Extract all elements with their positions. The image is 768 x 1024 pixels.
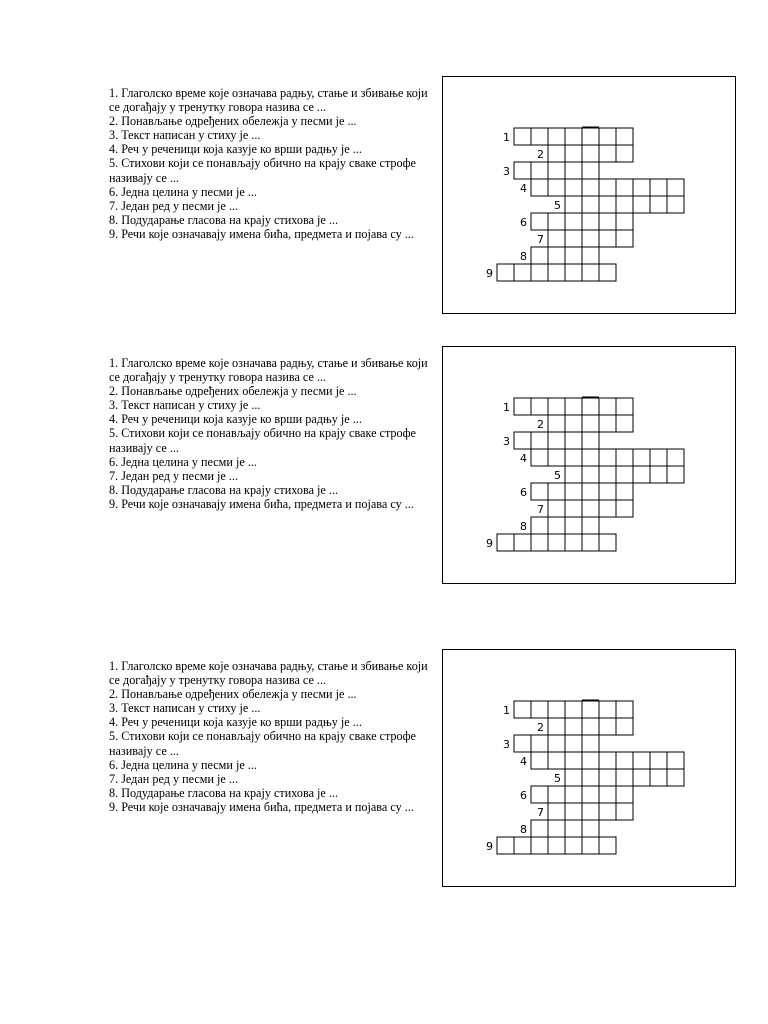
crossword-cell[interactable]: [599, 837, 616, 854]
row-number-1: 1: [503, 704, 510, 717]
crossword-cell[interactable]: [633, 752, 650, 769]
crossword-cell[interactable]: [514, 701, 531, 718]
crossword-cell[interactable]: [650, 196, 667, 213]
crossword-cell[interactable]: [548, 500, 565, 517]
crossword-cell[interactable]: [633, 449, 650, 466]
crossword-cell[interactable]: [531, 701, 548, 718]
crossword-cell[interactable]: [616, 230, 633, 247]
clue-1: 1. Глаголско време које означава радњу, стање и збивање који се догађају у тренутку говора назива се ...: [109, 659, 428, 688]
clue-4: 4. Реч у реченици која казује ко врши радњу је ...: [109, 142, 362, 157]
clue-6: 6. Једна целина у песми је ...: [109, 757, 257, 772]
crossword-cell[interactable]: [565, 534, 582, 551]
crossword-cell[interactable]: [565, 196, 582, 213]
row-number-4: 4: [520, 755, 527, 768]
row-number-3: 3: [503, 738, 510, 751]
row-number-3: 3: [503, 435, 510, 448]
solution-cell[interactable]: [582, 145, 599, 162]
worksheet-section-3: [0, 649, 768, 891]
crossword-cell[interactable]: [548, 264, 565, 281]
solution-cell[interactable]: [582, 752, 599, 769]
row-number-6: 6: [520, 486, 527, 499]
solution-cell[interactable]: [582, 837, 599, 854]
crossword-cell[interactable]: [650, 752, 667, 769]
crossword-cell[interactable]: [565, 786, 582, 803]
crossword-cell[interactable]: [565, 230, 582, 247]
crossword-cell[interactable]: [514, 264, 531, 281]
solution-cell[interactable]: [582, 701, 599, 718]
crossword-cell[interactable]: [565, 466, 582, 483]
solution-cell[interactable]: [582, 517, 599, 534]
crossword-frame: [442, 649, 736, 887]
crossword-cell[interactable]: [599, 196, 616, 213]
crossword-cell[interactable]: [514, 162, 531, 179]
crossword-cell[interactable]: [667, 196, 684, 213]
crossword-cell[interactable]: [599, 398, 616, 415]
crossword-cell[interactable]: [616, 752, 633, 769]
crossword-cell[interactable]: [531, 483, 548, 500]
crossword-cell[interactable]: [599, 230, 616, 247]
crossword-cell[interactable]: [548, 803, 565, 820]
crossword-cell[interactable]: [565, 398, 582, 415]
clue-2: 2. Понављање одређених обележја у песми је ...: [109, 384, 357, 399]
crossword-cell[interactable]: [548, 415, 565, 432]
clue-4: 4. Реч у реченици која казује ко врши радњу је ...: [109, 412, 362, 427]
crossword-cell[interactable]: [650, 449, 667, 466]
row-number-2: 2: [537, 721, 544, 734]
crossword-cell[interactable]: [565, 837, 582, 854]
row-number-5: 5: [554, 772, 561, 785]
crossword-cell[interactable]: [599, 500, 616, 517]
clue-5: 5. Стихови који се понављају обично на крају сваке строфе називају се ...: [109, 156, 416, 185]
solution-cell[interactable]: [582, 534, 599, 551]
crossword-cell[interactable]: [599, 483, 616, 500]
crossword-grid: [443, 347, 735, 583]
crossword-cell[interactable]: [548, 213, 565, 230]
row-number-2: 2: [537, 148, 544, 161]
solution-cell[interactable]: [582, 803, 599, 820]
crossword-cell[interactable]: [650, 769, 667, 786]
clue-9: 9. Речи које означавају имена бића, предмета и појава су ...: [109, 226, 414, 241]
clue-2: 2. Понављање одређених обележја у песми је ...: [109, 114, 357, 129]
crossword-cell[interactable]: [599, 213, 616, 230]
crossword-cell[interactable]: [633, 196, 650, 213]
solution-cell[interactable]: [582, 820, 599, 837]
crossword-cell[interactable]: [565, 162, 582, 179]
crossword-cell[interactable]: [616, 500, 633, 517]
crossword-cell[interactable]: [548, 718, 565, 735]
clue-4: 4. Реч у реченици која казује ко врши радњу је ...: [109, 715, 362, 730]
solution-cell[interactable]: [582, 179, 599, 196]
crossword-cell[interactable]: [497, 837, 514, 854]
crossword-cell[interactable]: [565, 145, 582, 162]
crossword-cell[interactable]: [548, 517, 565, 534]
crossword-cell[interactable]: [599, 264, 616, 281]
crossword-cell[interactable]: [616, 196, 633, 213]
row-number-6: 6: [520, 216, 527, 229]
crossword-cell[interactable]: [548, 786, 565, 803]
crossword-cell[interactable]: [599, 718, 616, 735]
crossword-cell[interactable]: [531, 735, 548, 752]
crossword-cell[interactable]: [531, 398, 548, 415]
crossword-cell[interactable]: [599, 466, 616, 483]
crossword-cell[interactable]: [616, 449, 633, 466]
crossword-cell[interactable]: [548, 230, 565, 247]
row-number-7: 7: [537, 233, 544, 246]
crossword-cell[interactable]: [667, 752, 684, 769]
row-number-3: 3: [503, 165, 510, 178]
crossword-cell[interactable]: [565, 213, 582, 230]
crossword-cell[interactable]: [548, 162, 565, 179]
clue-list: [109, 659, 434, 814]
crossword-cell[interactable]: [531, 517, 548, 534]
crossword-cell[interactable]: [650, 179, 667, 196]
crossword-cell[interactable]: [667, 769, 684, 786]
clue-8: 8. Подударање гласова на крају стихова је ...: [109, 785, 339, 800]
crossword-cell[interactable]: [667, 449, 684, 466]
clue-7: 7. Један ред у песми је ...: [109, 198, 238, 213]
crossword-cell[interactable]: [667, 179, 684, 196]
crossword-cell[interactable]: [548, 534, 565, 551]
crossword-cell[interactable]: [616, 213, 633, 230]
crossword-cell[interactable]: [565, 769, 582, 786]
solution-cell[interactable]: [582, 500, 599, 517]
row-number-9: 9: [486, 537, 493, 550]
crossword-cell[interactable]: [548, 837, 565, 854]
crossword-cell[interactable]: [599, 145, 616, 162]
solution-cell[interactable]: [582, 449, 599, 466]
row-number-5: 5: [554, 199, 561, 212]
clue-1: 1. Глаголско време које означава радњу, стање и збивање који се догађају у тренутку говора назива се ...: [109, 86, 428, 115]
clue-2: 2. Понављање одређених обележја у песми је ...: [109, 687, 357, 702]
crossword-cell[interactable]: [616, 128, 633, 145]
row-number-7: 7: [537, 806, 544, 819]
crossword-cell[interactable]: [599, 449, 616, 466]
clue-7: 7. Један ред у песми је ...: [109, 771, 238, 786]
crossword-cell[interactable]: [565, 179, 582, 196]
crossword-cell[interactable]: [548, 752, 565, 769]
crossword-cell[interactable]: [548, 247, 565, 264]
crossword-cell[interactable]: [599, 534, 616, 551]
crossword-cell[interactable]: [599, 701, 616, 718]
crossword-cell[interactable]: [531, 534, 548, 551]
worksheet-section-2: [0, 346, 768, 588]
solution-cell[interactable]: [582, 264, 599, 281]
crossword-cell[interactable]: [514, 837, 531, 854]
crossword-cell[interactable]: [565, 701, 582, 718]
crossword-cell[interactable]: [633, 769, 650, 786]
crossword-cell[interactable]: [633, 466, 650, 483]
crossword-cell[interactable]: [616, 701, 633, 718]
solution-cell[interactable]: [582, 735, 599, 752]
crossword-cell[interactable]: [548, 145, 565, 162]
row-number-8: 8: [520, 250, 527, 263]
solution-cell[interactable]: [582, 196, 599, 213]
row-number-1: 1: [503, 131, 510, 144]
clue-9: 9. Речи које означавају имена бића, предмета и појава су ...: [109, 799, 414, 814]
row-number-8: 8: [520, 823, 527, 836]
crossword-cell[interactable]: [599, 128, 616, 145]
crossword-cell[interactable]: [548, 128, 565, 145]
crossword-cell[interactable]: [599, 415, 616, 432]
crossword-cell[interactable]: [616, 466, 633, 483]
crossword-cell[interactable]: [565, 718, 582, 735]
worksheet-section-1: [0, 76, 768, 318]
clue-7: 7. Један ред у песми је ...: [109, 468, 238, 483]
crossword-cell[interactable]: [616, 803, 633, 820]
crossword-cell[interactable]: [667, 466, 684, 483]
crossword-cell[interactable]: [531, 179, 548, 196]
crossword-cell[interactable]: [565, 517, 582, 534]
crossword-cell[interactable]: [616, 145, 633, 162]
row-number-9: 9: [486, 840, 493, 853]
crossword-cell[interactable]: [548, 701, 565, 718]
solution-cell[interactable]: [582, 247, 599, 264]
solution-cell[interactable]: [582, 718, 599, 735]
crossword-cell[interactable]: [548, 398, 565, 415]
crossword-cell[interactable]: [565, 735, 582, 752]
crossword-cell[interactable]: [497, 534, 514, 551]
crossword-cell[interactable]: [616, 769, 633, 786]
solution-cell[interactable]: [582, 415, 599, 432]
solution-cell[interactable]: [582, 769, 599, 786]
crossword-cell[interactable]: [548, 735, 565, 752]
crossword-cell[interactable]: [599, 752, 616, 769]
crossword-cell[interactable]: [565, 803, 582, 820]
crossword-cell[interactable]: [514, 128, 531, 145]
solution-cell[interactable]: [582, 398, 599, 415]
crossword-cell[interactable]: [531, 162, 548, 179]
crossword-cell[interactable]: [531, 213, 548, 230]
crossword-cell[interactable]: [531, 449, 548, 466]
crossword-cell[interactable]: [531, 264, 548, 281]
clue-8: 8. Подударање гласова на крају стихова је ...: [109, 482, 339, 497]
crossword-cell[interactable]: [616, 483, 633, 500]
crossword-cell[interactable]: [531, 247, 548, 264]
clue-3: 3. Текст написан у стиху је ...: [109, 398, 261, 413]
crossword-frame: [442, 346, 736, 584]
clue-9: 9. Речи које означавају имена бића, предмета и појава су ...: [109, 496, 414, 511]
crossword-cell[interactable]: [514, 534, 531, 551]
row-number-7: 7: [537, 503, 544, 516]
solution-cell[interactable]: [582, 128, 599, 145]
crossword-cell[interactable]: [616, 718, 633, 735]
row-number-9: 9: [486, 267, 493, 280]
crossword-cell[interactable]: [548, 483, 565, 500]
crossword-cell[interactable]: [565, 128, 582, 145]
crossword-cell[interactable]: [565, 247, 582, 264]
row-number-4: 4: [520, 182, 527, 195]
crossword-cell[interactable]: [531, 128, 548, 145]
crossword-cell[interactable]: [497, 264, 514, 281]
solution-cell[interactable]: [582, 466, 599, 483]
crossword-cell[interactable]: [565, 432, 582, 449]
clue-6: 6. Једна целина у песми је ...: [109, 454, 257, 469]
crossword-cell[interactable]: [514, 398, 531, 415]
clue-5: 5. Стихови који се понављају обично на крају сваке строфе називају се ...: [109, 729, 416, 758]
solution-cell[interactable]: [582, 483, 599, 500]
crossword-cell[interactable]: [531, 837, 548, 854]
crossword-cell[interactable]: [531, 752, 548, 769]
crossword-cell[interactable]: [633, 179, 650, 196]
clue-3: 3. Текст написан у стиху је ...: [109, 128, 261, 143]
row-number-5: 5: [554, 469, 561, 482]
crossword-grid: [443, 650, 735, 886]
solution-cell[interactable]: [582, 230, 599, 247]
row-number-2: 2: [537, 418, 544, 431]
solution-cell[interactable]: [582, 213, 599, 230]
crossword-cell[interactable]: [548, 179, 565, 196]
crossword-cell[interactable]: [565, 449, 582, 466]
crossword-cell[interactable]: [565, 820, 582, 837]
crossword-cell[interactable]: [548, 820, 565, 837]
crossword-cell[interactable]: [616, 398, 633, 415]
clue-3: 3. Текст написан у стиху је ...: [109, 701, 261, 716]
solution-cell[interactable]: [582, 162, 599, 179]
crossword-cell[interactable]: [565, 264, 582, 281]
crossword-cell[interactable]: [650, 466, 667, 483]
crossword-cell[interactable]: [531, 432, 548, 449]
row-number-1: 1: [503, 401, 510, 414]
clue-1: 1. Глаголско време које означава радњу, стање и збивање који се догађају у тренутку говора назива се ...: [109, 356, 428, 385]
crossword-cell[interactable]: [599, 786, 616, 803]
crossword-cell[interactable]: [548, 432, 565, 449]
crossword-grid: [443, 77, 735, 313]
crossword-cell[interactable]: [565, 415, 582, 432]
crossword-cell[interactable]: [531, 820, 548, 837]
crossword-cell[interactable]: [565, 500, 582, 517]
crossword-cell[interactable]: [616, 179, 633, 196]
clue-8: 8. Подударање гласова на крају стихова је ...: [109, 212, 339, 227]
crossword-cell[interactable]: [514, 735, 531, 752]
solution-cell[interactable]: [582, 432, 599, 449]
crossword-cell[interactable]: [548, 449, 565, 466]
crossword-cell[interactable]: [599, 179, 616, 196]
crossword-cell[interactable]: [616, 786, 633, 803]
crossword-frame: [442, 76, 736, 314]
crossword-cell[interactable]: [514, 432, 531, 449]
crossword-cell[interactable]: [531, 786, 548, 803]
row-number-8: 8: [520, 520, 527, 533]
crossword-cell[interactable]: [616, 415, 633, 432]
clue-5: 5. Стихови који се понављају обично на крају сваке строфе називају се ...: [109, 426, 416, 455]
clue-list: [109, 356, 434, 511]
crossword-cell[interactable]: [599, 803, 616, 820]
row-number-4: 4: [520, 452, 527, 465]
clue-list: [109, 86, 434, 241]
crossword-cell[interactable]: [565, 483, 582, 500]
crossword-cell[interactable]: [599, 769, 616, 786]
row-number-6: 6: [520, 789, 527, 802]
crossword-cell[interactable]: [565, 752, 582, 769]
clue-6: 6. Једна целина у песми је ...: [109, 184, 257, 199]
solution-cell[interactable]: [582, 786, 599, 803]
